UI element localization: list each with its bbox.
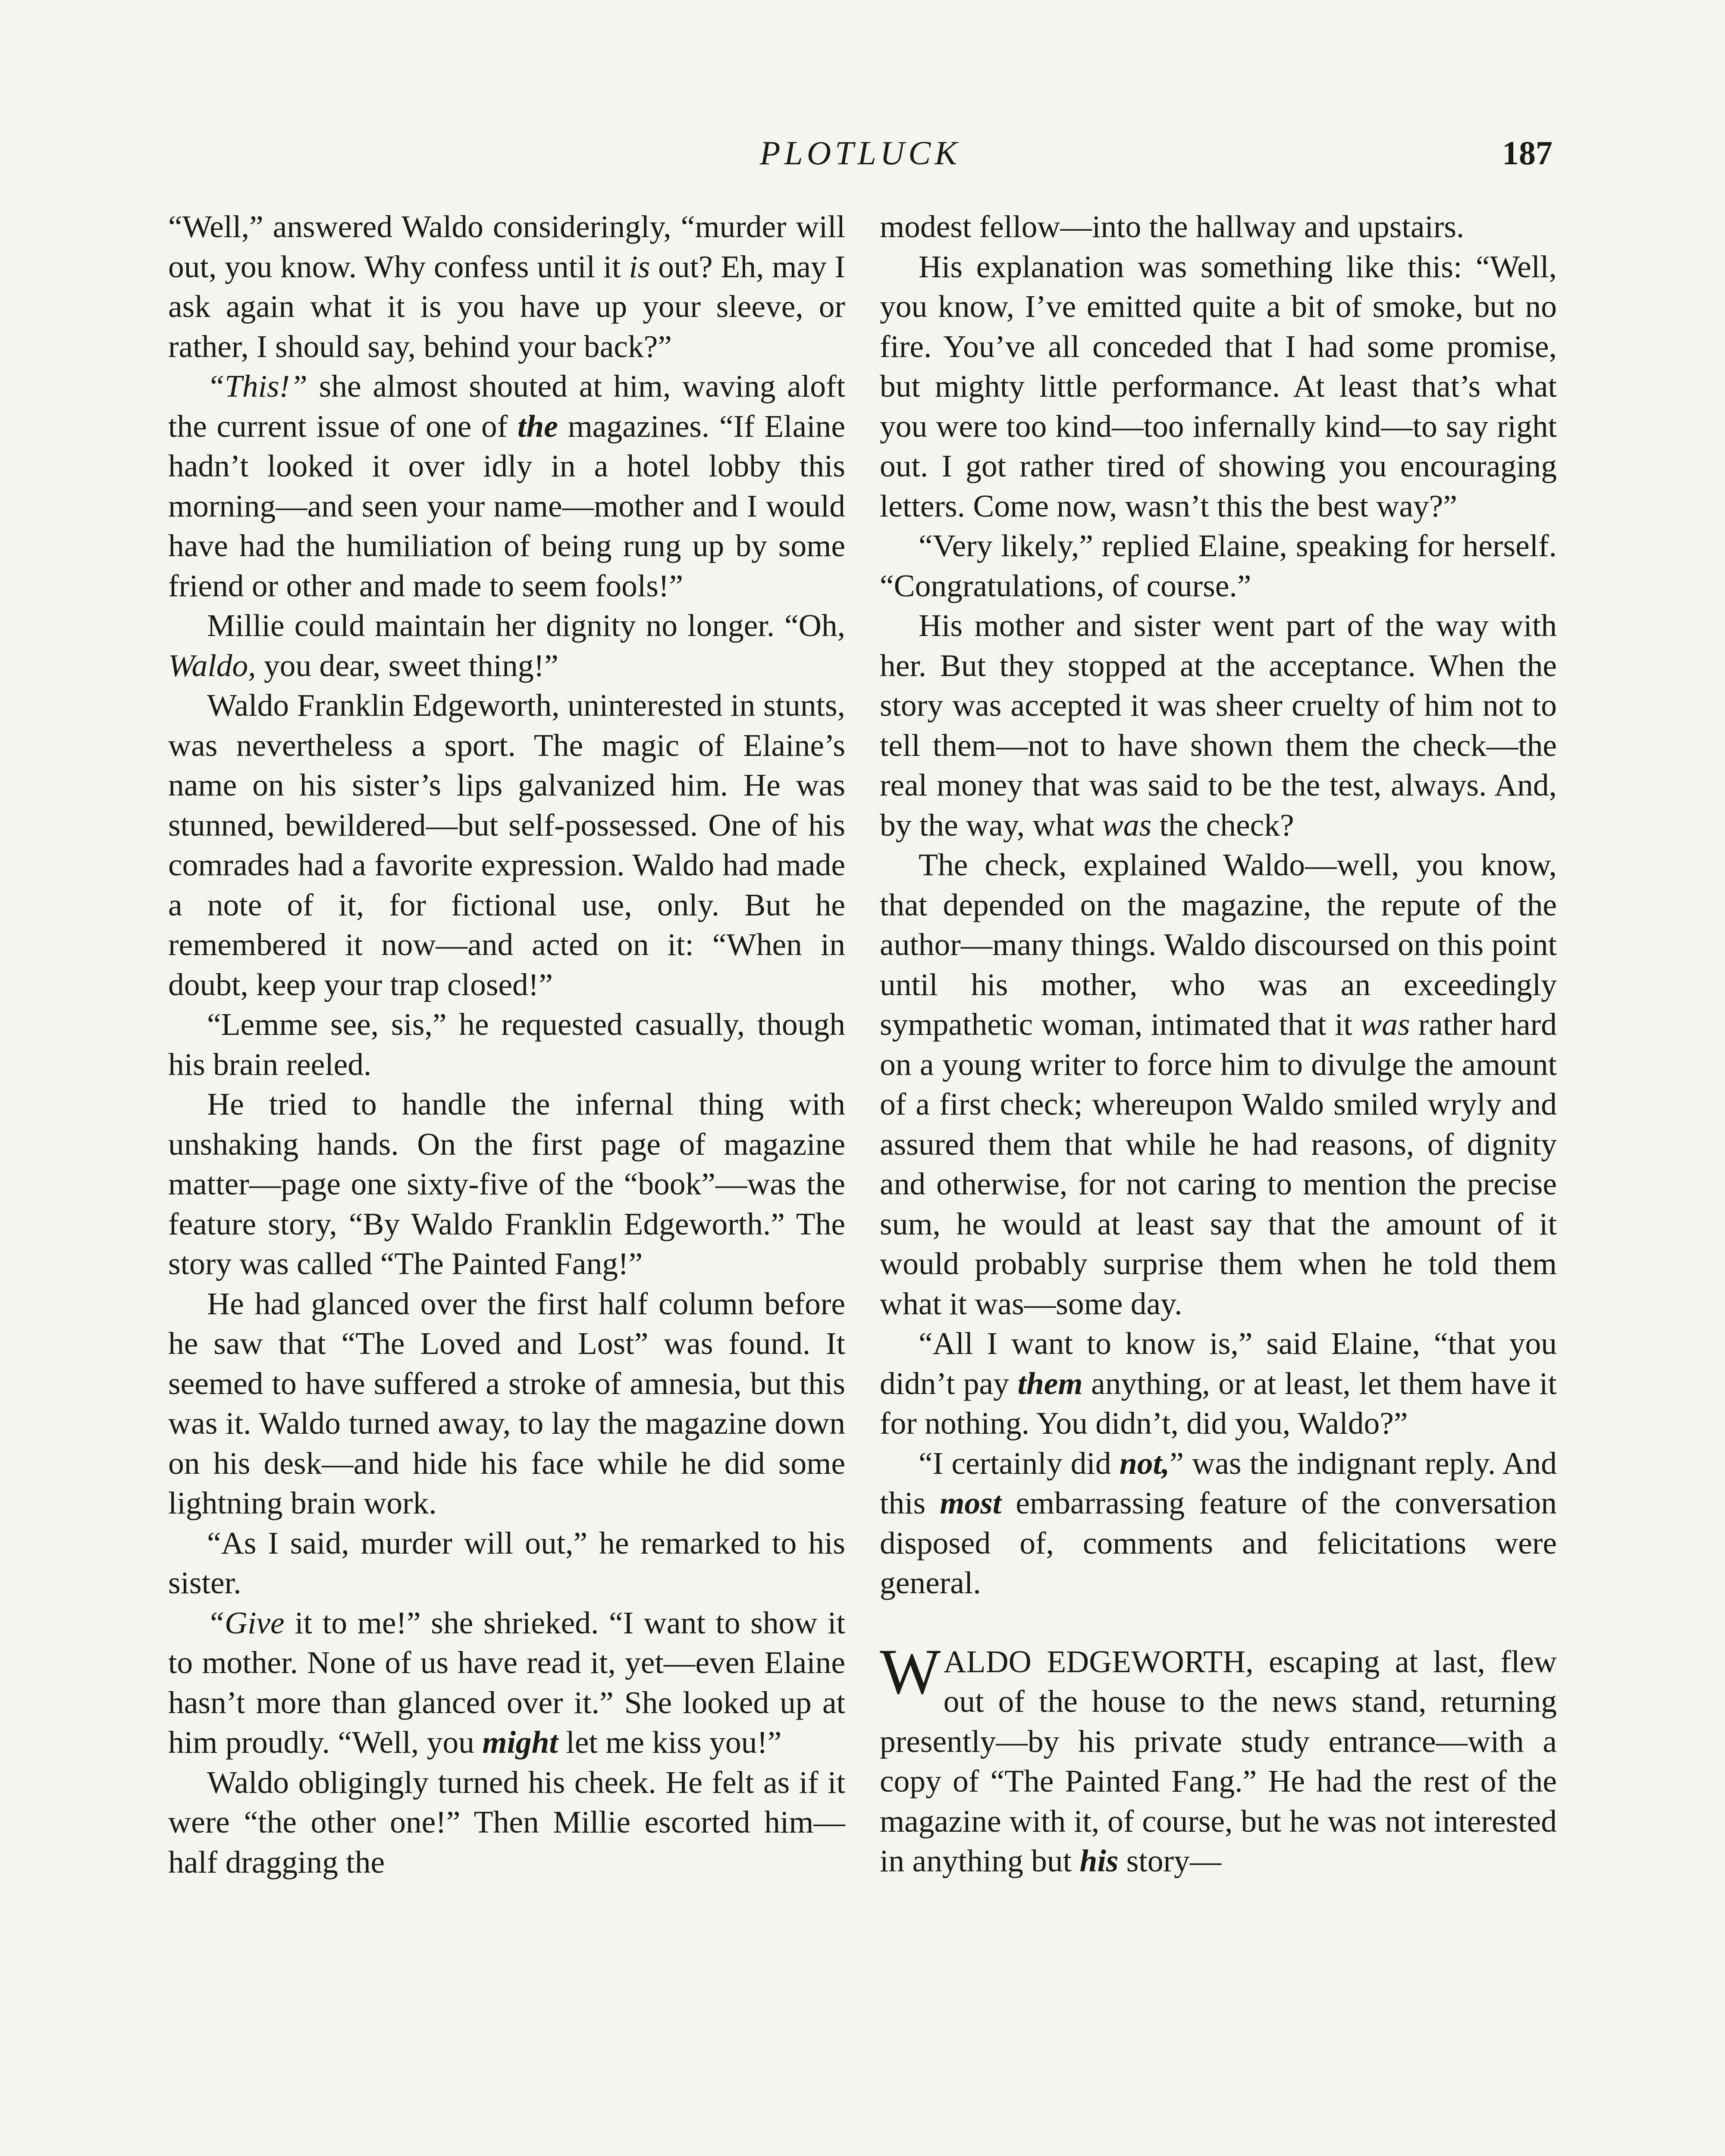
body-paragraph — [880, 247, 1557, 526]
emphasis-text: not, — [1119, 1445, 1170, 1481]
emphasis-text: his — [1079, 1843, 1119, 1878]
text-run: He had glanced over the first half column before he saw that “The Loved and Lost” was found. It seemed to have suffered a stroke of amnesia, but this was it. Waldo turned away, to lay the magazine down on his desk—and hide his face while he did some lightning brain work. — [168, 1286, 845, 1520]
text-run: Waldo obligingly turned his cheek. He felt as if it were “the other one!” Then Millie escorted him—half dragging the — [168, 1764, 845, 1880]
body-paragraph — [168, 1763, 845, 1883]
text-run: story— — [1118, 1843, 1222, 1878]
emphasis-text: was — [1102, 807, 1152, 843]
text-run: Millie could maintain her dignity no longer. “Oh, — [207, 608, 845, 643]
text-run: ALDO EDGEWORTH, escaping at last, flew out of the house to the news stand, returning presently—by his private study entrance—with a copy of “The Painted Fang.” He had the rest of the magazine with it, of course, but he was not interested in anything but — [880, 1644, 1557, 1878]
text-run: “All I want to know is,” said Elaine, “that you didn’t pay — [880, 1326, 1557, 1401]
text-run: magazines. “If Elaine hadn’t looked it over idly in a hotel lobby this morning—and seen your name—mother and I would have had the humiliation of being rung up by some friend or other and made to seem fools!” — [168, 408, 845, 603]
text-run: ” was the indignant reply. And this — [880, 1445, 1557, 1520]
text-run: He tried to handle the infernal thing with unshaking hands. On the first page of magazine matter—page one sixty-five of the “book”—was the feature story, “By Waldo Franklin Edgeworth.” The story was called “The Painted Fang!” — [168, 1087, 845, 1281]
body-paragraph — [168, 207, 845, 367]
left-text-column — [168, 207, 845, 1882]
section-paragraph — [880, 1636, 1557, 1881]
text-run: let me kiss you!” — [558, 1725, 782, 1760]
body-paragraph — [168, 606, 845, 686]
body-paragraph — [880, 526, 1557, 606]
body-paragraph — [168, 1005, 845, 1084]
body-paragraph — [168, 1084, 845, 1284]
emphasis-text: “Give — [207, 1605, 285, 1640]
body-paragraph — [880, 606, 1557, 845]
body-paragraph — [880, 207, 1557, 247]
drop-cap: W — [880, 1636, 941, 1708]
text-run: “Well,” answered Waldo consideringly, “murder will out, you know. Why confess until it — [168, 209, 845, 284]
body-paragraph — [880, 845, 1557, 1324]
emphasis-text: them — [1017, 1366, 1083, 1401]
body-paragraph — [880, 1324, 1557, 1444]
text-run: she almost shouted at him, waving aloft the current issue of one of — [168, 369, 845, 444]
text-run: out? Eh, may I ask again what it is you have up your sleeve, or rather, I should say, behind your back?” — [168, 249, 845, 364]
running-head — [168, 134, 1552, 185]
emphasis-text: was — [1361, 1007, 1410, 1042]
text-run: “As I said, murder will out,” he remarked to his sister. — [168, 1525, 845, 1600]
text-run: “Lemme see, sis,” he requested casually, though his brain reeled. — [168, 1007, 845, 1082]
running-title: PLOTLUCK — [759, 134, 961, 172]
text-run: The check, explained Waldo—well, you know, that depended on the magazine, the repute of the author—many things. Waldo discoursed on this point until his mother, who was an exceedingly sympathetic woman, intimated that it — [880, 847, 1557, 1042]
text-run: “I certainly did — [919, 1445, 1120, 1481]
body-paragraph — [168, 686, 845, 1005]
body-paragraph — [880, 1444, 1557, 1603]
emphasis-text: might — [482, 1725, 558, 1760]
text-run: anything, or at least, let them have it for nothing. You didn’t, did you, Waldo?” — [880, 1366, 1557, 1441]
text-run: Waldo Franklin Edgeworth, uninterested in stunts, was nevertheless a sport. The magic of Elaine’s name on his sister’s lips galvanized him. He was stunned, bewildered—but self-possessed. One of his comrades had a favorite expression. Waldo had made a note of it, for fictional use, only. But he remembered it now—and acted on it: “When in doubt, keep your trap closed!” — [168, 688, 845, 1002]
emphasis-text: “This!” — [207, 369, 307, 404]
emphasis-text: Waldo, — [168, 648, 256, 683]
emphasis-text: most — [940, 1485, 1002, 1520]
text-run: you dear, sweet thing!” — [256, 648, 558, 683]
body-paragraph — [168, 1603, 845, 1763]
page-number: 187 — [1502, 134, 1552, 172]
text-run: rather hard on a young writer to force him to divulge the amount of a first check; whereupon Waldo smiled wryly and assured them that while he had reasons, of dignity and otherwise, for not caring to mention the precise sum, he would at least say that the amount of it would probably surprise them when he told them what it was—some day. — [880, 1007, 1557, 1321]
text-run: His explanation was something like this: “Well, you know, I’ve emitted quite a bit of smoke, but no fire. You’ve all conceded that I had some promise, but mighty little performance. At least that’s what you were too kind—too infernally kind—to say right out. I got rather tired of showing you encouraging letters. Come now, wasn’t this the best way?” — [880, 249, 1557, 523]
text-run: it to me!” she shrieked. “I want to show it to mother. None of us have read it, yet—even Elaine hasn’t more than glanced over it.” She looked up at him proudly. “Well, you — [168, 1605, 845, 1760]
text-run: “Very likely,” replied Elaine, speaking for herself. “Congratulations, of course.” — [880, 528, 1557, 603]
text-run: embarrassing feature of the conversation disposed of, comments and felicitations were general. — [880, 1485, 1557, 1600]
text-run: modest fellow—into the hallway and upstairs. — [880, 209, 1465, 244]
right-text-column — [880, 207, 1557, 1881]
text-run: the check? — [1151, 807, 1294, 843]
body-paragraph — [168, 1523, 845, 1603]
emphasis-text: the — [517, 408, 558, 444]
body-paragraph — [168, 367, 845, 606]
text-run: His mother and sister went part of the way with her. But they stopped at the acceptance. When the story was accepted it was sheer cruelty of him not to tell them—not to have shown them the check—the real money that was said to be the test, always. And, by the way, what — [880, 608, 1557, 843]
body-paragraph — [168, 1284, 845, 1523]
emphasis-text: is — [629, 249, 650, 284]
